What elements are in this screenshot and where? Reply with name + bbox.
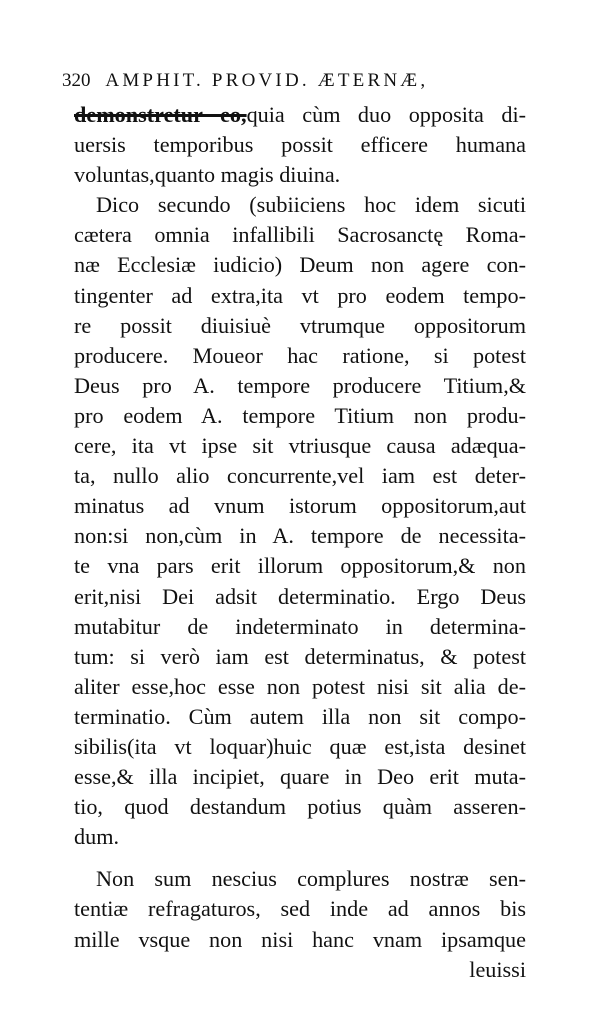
text-line bbox=[74, 100, 526, 130]
paragraph-gap bbox=[74, 852, 526, 864]
text-line: sibilis(ita vt loquar)huic quæ est,ista desinet bbox=[74, 733, 526, 759]
running-header bbox=[62, 70, 532, 92]
text-line: tentiæ refragaturos, sed inde ad annos bis bbox=[74, 896, 526, 922]
body-text bbox=[74, 100, 526, 985]
text-line: pro eodem A. tempore Titium non produ- bbox=[74, 402, 526, 428]
text-line: tingenter ad extra,ita vt pro eodem tempo- bbox=[74, 282, 526, 308]
text-line: tum: si verò iam est determinatus, & potest bbox=[74, 643, 526, 669]
text-line: te vna pars erit illorum oppositorum,& non bbox=[74, 553, 526, 579]
paragraph-start-line: Non sum nescius complures nostræ sen- bbox=[96, 866, 526, 892]
text-line: erit,nisi Dei adsit determinatio. Ergo Deus bbox=[74, 583, 526, 609]
text-line: uersis temporibus possit efficere humana bbox=[74, 132, 526, 158]
text-line: terminatio. Cùm autem illa non sit compo- bbox=[74, 703, 526, 729]
text-line: tio, quod destandum potius quàm asseren- bbox=[74, 794, 526, 820]
text-line: minatus ad vnum istorum oppositorum,aut bbox=[74, 493, 526, 519]
text-line: producere. Moueor hac ratione, si potest bbox=[74, 342, 526, 368]
text-line: mille vsque non nisi hanc vnam ipsamque bbox=[74, 926, 526, 952]
text-line: dum. bbox=[74, 824, 119, 850]
text-line: ta, nullo alio concurrente,vel iam est deter- bbox=[74, 463, 526, 489]
text-line: voluntas,quanto magis diuina. bbox=[74, 162, 341, 188]
text-line: esse,& illa incipiet, quare in Deo erit muta- bbox=[74, 764, 526, 790]
text-line: cere, ita vt ipse sit vtriusque causa adæqua- bbox=[74, 433, 526, 459]
catchword: leuissi bbox=[469, 956, 526, 982]
text-line: cætera omnia infallibili Sacrosanctę Roma- bbox=[74, 222, 526, 248]
paragraph-start-line: Dico secundo (subiiciens hoc idem sicuti bbox=[96, 192, 526, 218]
page-number: 320 bbox=[62, 70, 91, 91]
running-title: AMPHIT. PROVID. ÆTERNÆ, bbox=[105, 70, 429, 91]
text-line: mutabitur de indeterminato in determina- bbox=[74, 613, 526, 639]
struck-through-word: demonstretur eo, bbox=[74, 102, 247, 127]
text-line: aliter esse,hoc esse non potest nisi sit alia de- bbox=[74, 673, 526, 699]
text-line: re possit diuisiuè vtrumque oppositorum bbox=[74, 312, 526, 338]
text-line: non:si non,cùm in A. tempore de necessita- bbox=[74, 523, 526, 549]
text-line: næ Ecclesiæ iudicio) Deum non agere con- bbox=[74, 252, 526, 278]
text-line: Deus pro A. tempore producere Titium,& bbox=[74, 372, 526, 398]
text-fragment: quia cùm duo opposita di- bbox=[246, 102, 527, 127]
